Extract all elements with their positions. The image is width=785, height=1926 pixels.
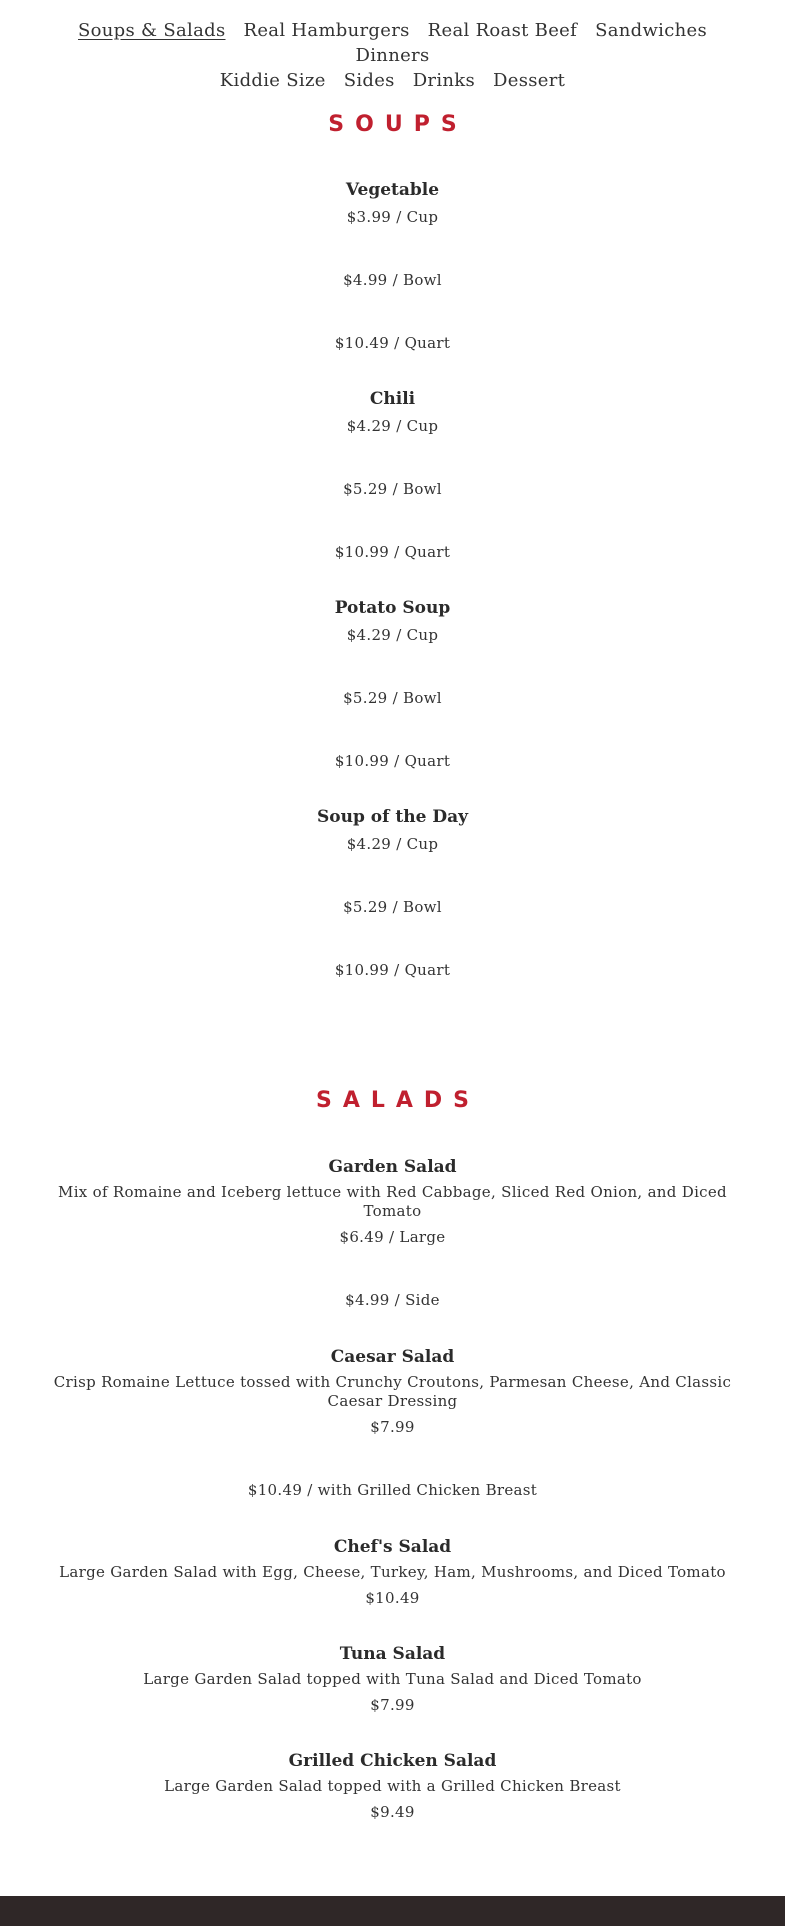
page-footer <box>0 1896 785 1926</box>
nav-link-real-roast-beef[interactable]: Real Roast Beef <box>427 20 578 41</box>
item-description: Large Garden Salad topped with Tuna Salad and Diced Tomato <box>143 1670 642 1688</box>
item-price: $5.29 / Bowl <box>343 898 442 916</box>
menu-item-vegetable <box>0 179 785 353</box>
item-price: $5.29 / Bowl <box>343 689 442 707</box>
nav-link-kiddie-size[interactable]: Kiddie Size <box>219 70 326 91</box>
menu-item-potato-soup <box>0 597 785 771</box>
item-description: Crisp Romaine Lettuce tossed with Crunchy Croutons, Parmesan Cheese, And Classic Caesar Dressing <box>53 1373 732 1410</box>
nav-link-dessert[interactable]: Dessert <box>493 70 566 91</box>
nav-link-sides[interactable]: Sides <box>343 70 395 91</box>
item-price: $10.49 / Quart <box>334 334 451 352</box>
item-name: Caesar Salad <box>330 1347 455 1367</box>
item-name: Chili <box>369 389 416 409</box>
nav-link-dinners[interactable]: Dinners <box>355 45 430 66</box>
item-price: $3.99 / Cup <box>346 208 439 226</box>
item-price: $4.99 / Bowl <box>343 271 442 289</box>
salads-heading: SALADS <box>315 1088 481 1113</box>
menu-item-chili <box>0 388 785 562</box>
nav-link-soups-salads[interactable]: Soups & Salads <box>78 20 226 41</box>
item-price: $7.99 <box>370 1696 415 1714</box>
item-price: $4.99 / Side <box>345 1291 440 1309</box>
item-price: $10.49 / with Grilled Chicken Breast <box>247 1481 538 1499</box>
soups-heading: SOUPS <box>328 112 468 137</box>
category-nav <box>40 18 745 93</box>
menu-item-caesar-salad <box>0 1346 785 1500</box>
item-price: $4.29 / Cup <box>346 835 439 853</box>
menu-item-soup-of-the-day <box>0 806 785 980</box>
item-price: $10.99 / Quart <box>334 543 451 561</box>
item-description: Large Garden Salad with Egg, Cheese, Turkey, Ham, Mushrooms, and Diced Tomato <box>59 1563 726 1581</box>
item-price: $6.49 / Large <box>339 1228 446 1246</box>
item-description: Large Garden Salad topped with a Grilled Chicken Breast <box>164 1777 621 1795</box>
item-price: $4.29 / Cup <box>346 626 439 644</box>
item-name: Potato Soup <box>334 598 451 618</box>
item-description: Mix of Romaine and Iceberg lettuce with Red Cabbage, Sliced Red Onion, and Diced Tomato <box>58 1183 727 1220</box>
item-price: $10.99 / Quart <box>334 752 451 770</box>
item-name: Grilled Chicken Salad <box>288 1751 497 1771</box>
menu-item-chefs-salad <box>0 1536 785 1608</box>
item-price: $10.99 / Quart <box>334 961 451 979</box>
item-name: Tuna Salad <box>339 1644 446 1664</box>
item-price: $5.29 / Bowl <box>343 480 442 498</box>
nav-link-drinks[interactable]: Drinks <box>412 70 476 91</box>
menu-item-grilled-chicken-salad <box>0 1750 785 1822</box>
menu-item-tuna-salad <box>0 1643 785 1715</box>
item-name: Chef's Salad <box>333 1537 452 1557</box>
item-price: $4.29 / Cup <box>346 417 439 435</box>
nav-link-real-hamburgers[interactable]: Real Hamburgers <box>243 20 410 41</box>
item-name: Garden Salad <box>328 1157 457 1177</box>
item-price: $10.49 <box>365 1589 420 1607</box>
item-name: Vegetable <box>345 180 440 200</box>
item-price: $7.99 <box>370 1418 415 1436</box>
menu-item-garden-salad <box>0 1156 785 1310</box>
item-name: Soup of the Day <box>317 807 468 827</box>
item-price: $9.49 <box>370 1803 415 1821</box>
nav-link-sandwiches[interactable]: Sandwiches <box>595 20 707 41</box>
